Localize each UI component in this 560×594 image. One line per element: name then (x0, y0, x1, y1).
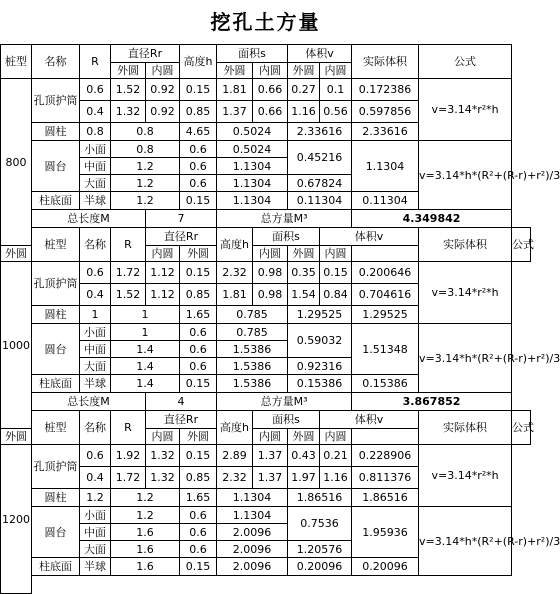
table-cell: 1.29525 (288, 306, 352, 324)
table-cell: 0.35 (288, 262, 320, 284)
table-cell: 1.72 (111, 467, 146, 489)
r-header: R (80, 45, 111, 79)
table-cell: 0.20096 (352, 558, 419, 576)
area-header: 面积s (253, 411, 320, 429)
table-cell: 0.15 (180, 445, 217, 467)
table-row (1, 445, 531, 467)
table-cell: 0.6 (180, 175, 217, 192)
actual-volume-header: 实际体积 (419, 411, 512, 445)
table-row (1, 324, 531, 341)
table-cell: 0.56 (320, 101, 352, 123)
sub-header: 外圆 (1, 429, 32, 445)
sub-name: 大面 (80, 358, 111, 375)
table-cell: 0.15 (320, 262, 352, 284)
sub-header: 内圆 (320, 246, 352, 262)
pile-type-value: 1200 (1, 445, 32, 594)
table-cell: 0.92316 (288, 358, 352, 375)
total-volume-label: 总方量M³ (217, 210, 352, 228)
total-length-value: 7 (146, 210, 217, 228)
table-cell: 1.16 (320, 467, 352, 489)
table-cell: 1.5386 (217, 375, 288, 393)
total-length-label: 总长度M (32, 210, 146, 228)
table-cell: 0.785 (217, 306, 288, 324)
sub-header: 外圆 (180, 246, 217, 262)
table-cell: 2.89 (217, 445, 253, 467)
name-header: 名称 (80, 411, 111, 445)
table-cell: 1.16 (288, 101, 320, 123)
item-name: 圆柱 (32, 489, 80, 507)
table-cell: 1 (80, 306, 111, 324)
sub-name: 大面 (80, 541, 111, 558)
table-cell: 1.1304 (217, 507, 288, 524)
table-cell: 0.6 (180, 524, 217, 541)
table-cell: 1.5386 (217, 341, 288, 358)
r-header: R (111, 228, 146, 262)
formula-text: v=3.14*h*(R²+(R-r)+r²)/3 (419, 141, 512, 210)
table-cell: 1.86516 (352, 489, 419, 507)
table-cell: 0.11304 (288, 192, 352, 210)
table-cell: 1.32 (146, 445, 180, 467)
item-name: 孔顶护筒 (32, 262, 80, 306)
table-cell: 0.15 (180, 79, 217, 101)
table-cell: 0.6 (180, 341, 217, 358)
table-cell: 0.4 (80, 467, 111, 489)
table-cell: 0.200646 (352, 262, 419, 284)
table-cell: 0.43 (288, 445, 320, 467)
table-cell: 1.4 (111, 358, 180, 375)
table-cell: 1.6 (111, 558, 180, 576)
sub-header: 外圆 (180, 429, 217, 445)
table-cell: 1.65 (180, 306, 217, 324)
table-cell: 0.8 (111, 123, 180, 141)
sub-header: 外圆 (1, 246, 32, 262)
table-cell: 1.4 (111, 375, 180, 393)
table-cell: 0.7536 (288, 507, 352, 541)
volume-header: 体积v (288, 45, 352, 63)
table-cell: 0.15386 (352, 375, 419, 393)
table-cell: 1.32 (146, 467, 180, 489)
item-name: 柱底面 (32, 558, 80, 576)
total-volume-label: 总方量M³ (217, 393, 352, 411)
area-header: 面积s (217, 45, 288, 63)
formula-text: v=3.14*r²*h (419, 445, 512, 507)
item-name: 柱底面 (32, 192, 80, 210)
table-row (1, 210, 531, 228)
table-cell: 1.95936 (352, 507, 419, 558)
table-row (1, 228, 531, 246)
table-cell: 2.0096 (217, 541, 288, 558)
table-cell: 0.11304 (352, 192, 419, 210)
table-cell: 1.51348 (352, 324, 419, 375)
sub-header: 内圆 (253, 63, 288, 79)
item-name: 圆柱 (32, 306, 80, 324)
table-cell: 0.15 (180, 558, 217, 576)
total-volume-value: 3.867852 (352, 393, 512, 411)
table-cell: 0.85 (180, 101, 217, 123)
table-row (1, 141, 531, 158)
table-cell: 2.33616 (288, 123, 352, 141)
table-cell: 1.2 (80, 489, 111, 507)
table-row (1, 507, 531, 524)
table-cell: 0.811376 (352, 467, 419, 489)
table-cell: 1.2 (111, 175, 180, 192)
item-name: 孔顶护筒 (32, 445, 80, 489)
table-cell: 1.2 (111, 158, 180, 175)
sub-name: 中面 (80, 524, 111, 541)
pile-type-header: 桩型 (1, 45, 32, 79)
table-cell: 2.0096 (217, 524, 288, 541)
table-row (1, 411, 531, 429)
sub-name: 中面 (80, 158, 111, 175)
table-cell: 1.20576 (288, 541, 352, 558)
table-cell: 1.32 (111, 101, 146, 123)
table-cell: 0.21 (320, 445, 352, 467)
table-cell: 0.6 (180, 358, 217, 375)
table-row (1, 45, 531, 63)
table-cell: 0.98 (253, 284, 288, 306)
table-cell: 2.32 (217, 262, 253, 284)
table-cell: 0.45216 (288, 141, 352, 175)
diameter-header: 直径Rr (146, 228, 217, 246)
table-cell: 0.84 (320, 284, 352, 306)
table-cell: 0.27 (288, 79, 320, 101)
height-header: 高度h (217, 228, 253, 262)
sub-name: 小面 (80, 324, 111, 341)
table-cell: 1.1304 (352, 141, 419, 192)
table-cell: 1.5386 (217, 358, 288, 375)
table-cell: 1.37 (253, 445, 288, 467)
table-cell: 0.15 (180, 375, 217, 393)
sub-header: 内圆 (253, 246, 288, 262)
sub-name: 半球 (80, 192, 111, 210)
actual-volume-header: 实际体积 (419, 228, 512, 262)
table-cell: 1.4 (111, 341, 180, 358)
pile-type-header: 桩型 (32, 411, 80, 445)
table-cell: 0.6 (180, 324, 217, 341)
table-cell: 2.32 (217, 467, 253, 489)
table-cell: 1.54 (288, 284, 320, 306)
total-volume-value: 4.349842 (352, 210, 512, 228)
table-cell: 0.4 (80, 284, 111, 306)
table-cell: 1.29525 (352, 306, 419, 324)
table-cell: 1.52 (111, 79, 146, 101)
table-cell: 0.6 (180, 541, 217, 558)
sub-header: 内圆 (146, 63, 180, 79)
table-cell: 0.15386 (288, 375, 352, 393)
sub-name: 半球 (80, 558, 111, 576)
table-cell: 1.72 (111, 262, 146, 284)
table-cell: 1.1304 (217, 192, 288, 210)
table-cell: 0.6 (180, 158, 217, 175)
sub-header: 外圆 (111, 63, 146, 79)
table-cell: 1 (111, 306, 180, 324)
sub-header: 内圆 (146, 429, 180, 445)
table-row (1, 576, 531, 594)
height-header: 高度h (217, 411, 253, 445)
sub-name: 小面 (80, 141, 111, 158)
item-name: 圆台 (32, 507, 80, 558)
sub-header: 外圆 (288, 429, 320, 445)
table-cell: 0.15 (180, 262, 217, 284)
table-cell: 1.37 (253, 467, 288, 489)
table-cell: 1.86516 (288, 489, 352, 507)
table-cell: 0.785 (217, 324, 288, 341)
table-cell: 0.228906 (352, 445, 419, 467)
table-cell: 0.59032 (288, 324, 352, 358)
table-cell: 1.97 (288, 467, 320, 489)
table-cell: 0.6 (80, 79, 111, 101)
sub-name: 中面 (80, 341, 111, 358)
pile-type-value: 1000 (1, 262, 32, 429)
table-cell: 1.1304 (217, 158, 288, 175)
formula-text: v=3.14*r²*h (419, 79, 512, 141)
formula-header: 公式 (512, 411, 531, 445)
table-cell: 4.65 (180, 123, 217, 141)
diameter-header: 直径Rr (111, 45, 180, 63)
table-cell: 1.81 (217, 284, 253, 306)
sub-header: 内圆 (320, 429, 352, 445)
table-cell: 0.704616 (352, 284, 419, 306)
actual-volume-header: 实际体积 (352, 45, 419, 79)
table-cell: 1.81 (217, 79, 253, 101)
volume-header: 体积v (320, 228, 419, 246)
table-cell: 1.6 (111, 524, 180, 541)
height-header: 高度h (180, 45, 217, 79)
pile-type-header: 桩型 (32, 228, 80, 262)
table-body (1, 45, 560, 594)
sub-header: 内圆 (253, 429, 288, 445)
table-cell: 1.65 (180, 489, 217, 507)
sub-header: 内圆 (146, 246, 180, 262)
table-row (1, 262, 531, 284)
table-cell: 1.12 (146, 262, 180, 284)
table-cell: 0.85 (180, 467, 217, 489)
sub-header: 外圆 (217, 63, 253, 79)
table-cell: 0.597856 (352, 101, 419, 123)
table-cell: 1.92 (111, 445, 146, 467)
table-cell: 1.52 (111, 284, 146, 306)
table-cell: 1.2 (111, 507, 180, 524)
table-cell: 0.172386 (352, 79, 419, 101)
sub-name: 小面 (80, 507, 111, 524)
table-cell: 0.8 (111, 141, 180, 158)
volume-header: 体积v (320, 411, 419, 429)
item-name: 柱底面 (32, 375, 80, 393)
name-header: 名称 (32, 45, 80, 79)
volume-table (0, 44, 560, 594)
table-cell: 0.92 (146, 79, 180, 101)
table-cell: 2.33616 (352, 123, 419, 141)
table-row (1, 79, 531, 101)
pile-type-value: 800 (1, 79, 32, 246)
item-name: 孔顶护筒 (32, 79, 80, 123)
total-length-value: 4 (146, 393, 217, 411)
table-cell: 2.0096 (217, 558, 288, 576)
table-cell: 1.1304 (217, 489, 288, 507)
total-length-label: 总长度M (32, 393, 146, 411)
table-cell: 1.12 (146, 284, 180, 306)
table-cell: 0.15 (180, 192, 217, 210)
table-cell: 0.4 (80, 101, 111, 123)
table-cell: 0.6 (80, 445, 111, 467)
sub-name: 大面 (80, 175, 111, 192)
table-cell: 0.66 (253, 79, 288, 101)
sub-header: 外圆 (288, 246, 320, 262)
table-cell: 0.6 (80, 262, 111, 284)
item-name: 圆台 (32, 324, 80, 375)
diameter-header: 直径Rr (146, 411, 217, 429)
table-cell: 1 (111, 324, 180, 341)
item-name: 圆台 (32, 141, 80, 192)
table-row (1, 393, 531, 411)
table-cell: 0.67824 (288, 175, 352, 192)
table-cell: 0.1 (320, 79, 352, 101)
table-cell: 0.6 (180, 141, 217, 158)
formula-text: v=3.14*h*(R²+(R-r)+r²)/3 (419, 324, 512, 393)
formula-text: v=3.14*h*(R²+(R-r)+r²)/3 (419, 507, 512, 576)
sheet-title: 挖孔土方量 (210, 10, 321, 34)
formula-header: 公式 (512, 228, 531, 262)
item-name: 圆柱 (32, 123, 80, 141)
table-cell: 1.37 (217, 101, 253, 123)
area-header: 面积s (253, 228, 320, 246)
table-cell: 0.66 (253, 101, 288, 123)
table-cell: 0.20096 (288, 558, 352, 576)
r-header: R (111, 411, 146, 445)
table-cell: 0.8 (80, 123, 111, 141)
table-cell: 0.5024 (217, 123, 288, 141)
formula-header: 公式 (419, 45, 512, 79)
name-header: 名称 (80, 228, 111, 262)
table-cell: 1.6 (111, 541, 180, 558)
formula-text: v=3.14*r²*h (419, 262, 512, 324)
sub-name: 半球 (80, 375, 111, 393)
table-cell: 1.2 (111, 192, 180, 210)
table-cell: 0.6 (180, 507, 217, 524)
table-cell: 0.85 (180, 284, 217, 306)
table-cell: 0.5024 (217, 141, 288, 158)
table-cell: 0.92 (146, 101, 180, 123)
sub-header: 外圆 (288, 63, 320, 79)
table-cell: 0.98 (253, 262, 288, 284)
table-cell: 1.2 (111, 489, 180, 507)
table-cell: 1.1304 (217, 175, 288, 192)
sub-header: 内圆 (320, 63, 352, 79)
